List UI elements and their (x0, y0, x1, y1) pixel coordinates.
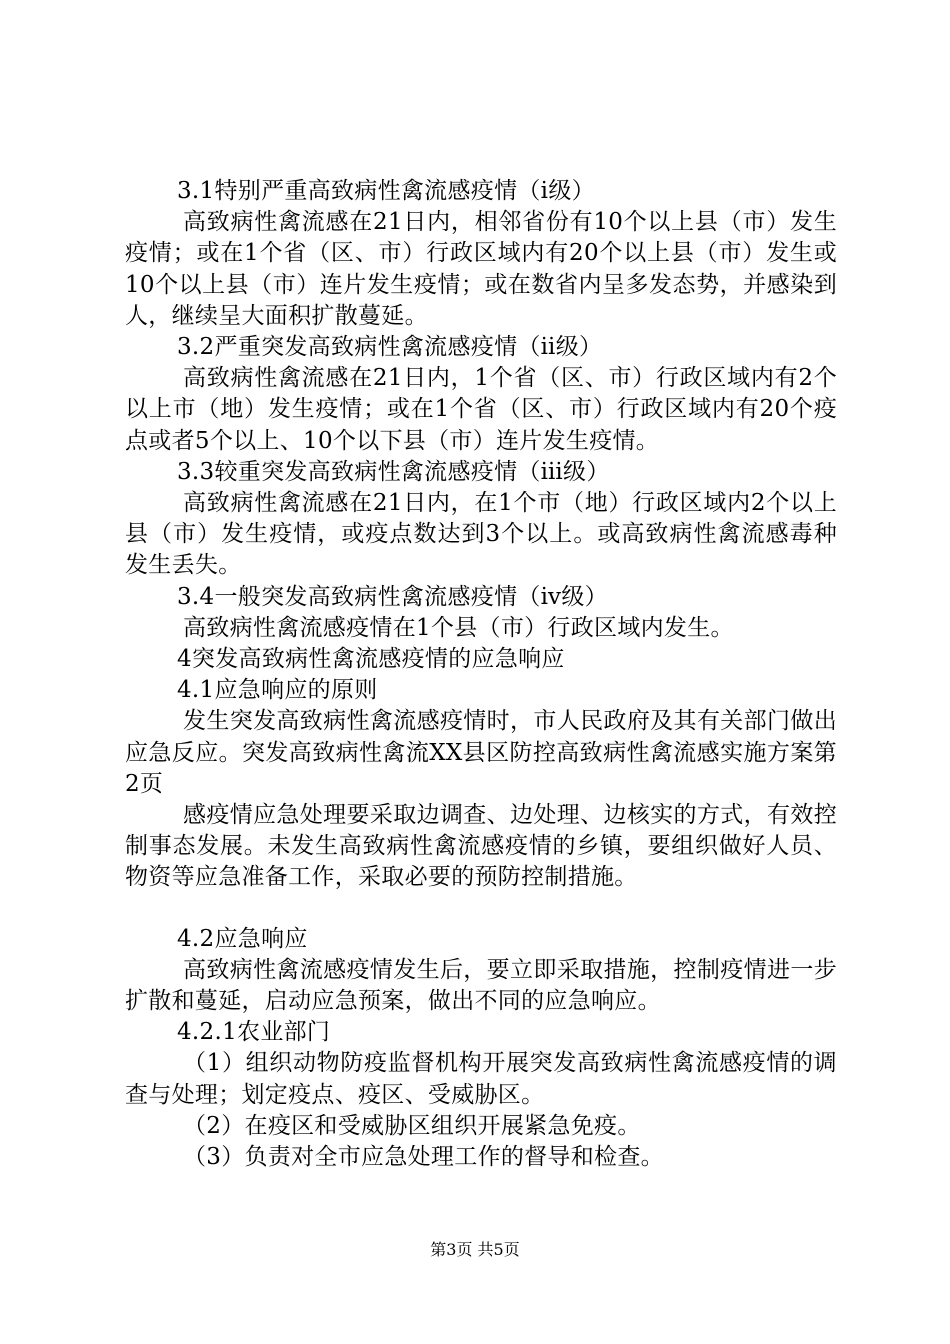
body-paragraph: 高致病性禽流感在21日内，在1个市（地）行政区域内2个以上县（市）发生疫情，或疫点数达到3个以上。或高致病性禽流感毒种发生丢失。 (125, 490, 837, 579)
body-paragraph: 发生突发高致病性禽流感疫情时，市人民政府及其有关部门做出应急反应。突发高致病性禽流XX县区防控高致病性禽流感实施方案第2页 (125, 708, 837, 797)
body-paragraph: 高致病性禽流感疫情发生后，要立即采取措施，控制疫情进一步扩散和蔓延，启动应急预案，做出不同的应急响应。 (125, 956, 837, 1015)
blank-line (125, 894, 837, 924)
page-footer: 第3页 共5页 (430, 1240, 520, 1259)
section-heading: 4突发高致病性禽流感疫情的应急响应 (177, 646, 565, 673)
document-body (125, 176, 837, 1173)
section-heading: 3.1特别严重高致病性禽流感疫情（ⅰ级） (177, 178, 595, 204)
body-paragraph: （2）在疫区和受威胁区组织开展紧急免疫。 (183, 1112, 641, 1139)
section-heading: 3.3较重突发高致病性禽流感疫情（ⅲ级） (177, 458, 610, 485)
section-heading: 4.1应急响应的原则 (177, 677, 378, 704)
body-paragraph: 高致病性禽流感疫情在1个县（市）行政区域内发生。 (183, 614, 734, 641)
body-paragraph: （3）负责对全市应急处理工作的督导和检查。 (183, 1144, 664, 1171)
section-heading: 3.2严重突发高致病性禽流感疫情（ⅱ级） (177, 334, 603, 361)
section-heading: 4.2.1农业部门 (177, 1019, 331, 1046)
body-paragraph: 高致病性禽流感在21日内，相邻省份有10个以上县（市）发生疫情；或在1个省（区、市）行政区域内有20个以上县（市）发生或10个以上县（市）连片发生疫情；或在数省内呈多发态势，并感染到人，继续呈大面积扩散蔓延。 (125, 209, 837, 329)
section-heading: 4.2应急响应 (177, 925, 308, 952)
body-paragraph: （1）组织动物防疫监督机构开展突发高致病性禽流感疫情的调查与处理；划定疫点、疫区、受威胁区。 (125, 1050, 837, 1108)
body-paragraph: 感疫情应急处理要采取边调查、边处理、边核实的方式，有效控制事态发展。未发生高致病性禽流感疫情的乡镇，要组织做好人员、物资等应急准备工作，采取必要的预防控制措施。 (125, 802, 837, 891)
body-paragraph: 高致病性禽流感在21日内，1个省（区、市）行政区域内有2个以上市（地）发生疫情；或在1个省（区、市）行政区域内有20个疫点或者5个以上、10个以下县（市）连片发生疫情。 (125, 365, 837, 454)
section-heading: 3.4一般突发高致病性禽流感疫情（ⅳ级） (177, 583, 608, 610)
